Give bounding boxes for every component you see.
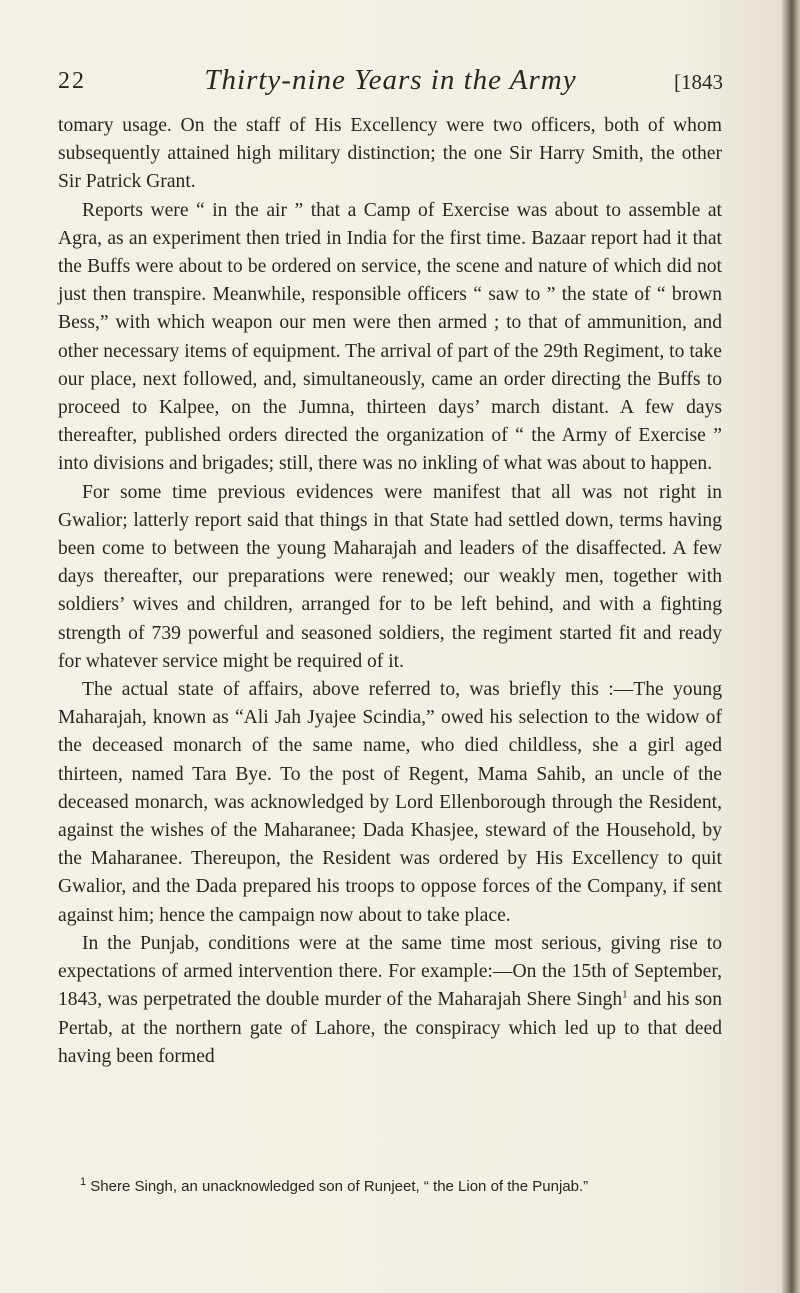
footnote xyxy=(80,1177,720,1197)
page-edge-shadow xyxy=(782,0,800,1293)
footnote-reference[interactable]: 1 xyxy=(622,988,628,1001)
body-text xyxy=(58,112,722,1071)
paragraph-punjab-text-a: In the Punjab, conditions were at the same time most serious, giving rise to expectations of armed intervention there. For example:—On the 15th of September, 1843, was perpetrated the double murder of the Maharajah Shere Singh xyxy=(58,932,722,1011)
book-title: Thirty-nine Years in the Army xyxy=(204,64,577,96)
page-number: 22 xyxy=(58,68,86,94)
paragraph-gwalior: For some time previous evidences were manifest that all was not right in Gwalior; latterly report said that things in that State had settled down, terms having been come to between the young Maharajah and leaders of the disaffected. A few days thereafter, our preparations were renewed; our weakly men, together with soldiers’ wives and children, arranged for to be left behind, and with a fighting strength of 739 powerful and seasoned soldiers, the regiment started fit and ready for whatever service might be required of it. xyxy=(58,481,722,672)
paragraph-camp-of-exercise: Reports were “ in the air ” that a Camp of Exercise was about to assemble at Agra, as an experiment then tried in India for the first time. Bazaar report had it that the Buffs were about to be ordered on service, the scene and nature of which did not just then transpire. Meanwhile, responsible officers “ saw to ” the state of “ brown Bess,” with which weapon our men were then armed ; to that of ammunition, and other necessary items of equipment. The arrival of part of the 29th Regiment, to take our place, next followed, and, simultaneously, came an order directing the Buffs to proceed to Kalpee, on the Jumna, thirteen days’ march distant. A few days thereafter, published orders directed the organization of “ the Army of Exercise ” into divisions and brigades; still, there was no inkling of what was about to happen. xyxy=(58,199,722,475)
footnote-text: Shere Singh, an unacknowledged son of Runjeet, “ the Lion of the Punjab.” xyxy=(86,1178,589,1195)
paragraph-punjab xyxy=(58,930,722,1071)
footnote-mark: 1 xyxy=(80,1176,87,1188)
paragraph-punjab-text-b: and his son Pertab, at the northern gate of Lahore, the conspiracy which led up to that deed having been formed xyxy=(58,989,722,1067)
year-marker: [1843 xyxy=(674,70,723,94)
paragraph-state-of-affairs: The actual state of affairs, above referred to, was briefly this :—The young Maharajah, known as “Ali Jah Jyajee Scindia,” owed his selection to the widow of the deceased monarch of the same name, who died childless, she a girl aged thirteen, named Tara Bye. To the post of Regent, Mama Sahib, an uncle of the deceased monarch, was acknowledged by Lord Ellenborough through the Resident, against the wishes of the Maharanee; Dada Khasjee, steward of the Household, by the Maharanee. Thereupon, the Resident was ordered by His Excellency to quit Gwalior, and the Dada prepared his troops to oppose forces of the Company, if sent against him; hence the campaign now about to take place. xyxy=(58,679,722,926)
running-head xyxy=(58,64,723,104)
paragraph-continuation: tomary usage. On the staff of His Excellency were two officers, both of whom subsequently attained high military distinction; the one Sir Harry Smith, the other Sir Patrick Grant. xyxy=(58,115,722,193)
